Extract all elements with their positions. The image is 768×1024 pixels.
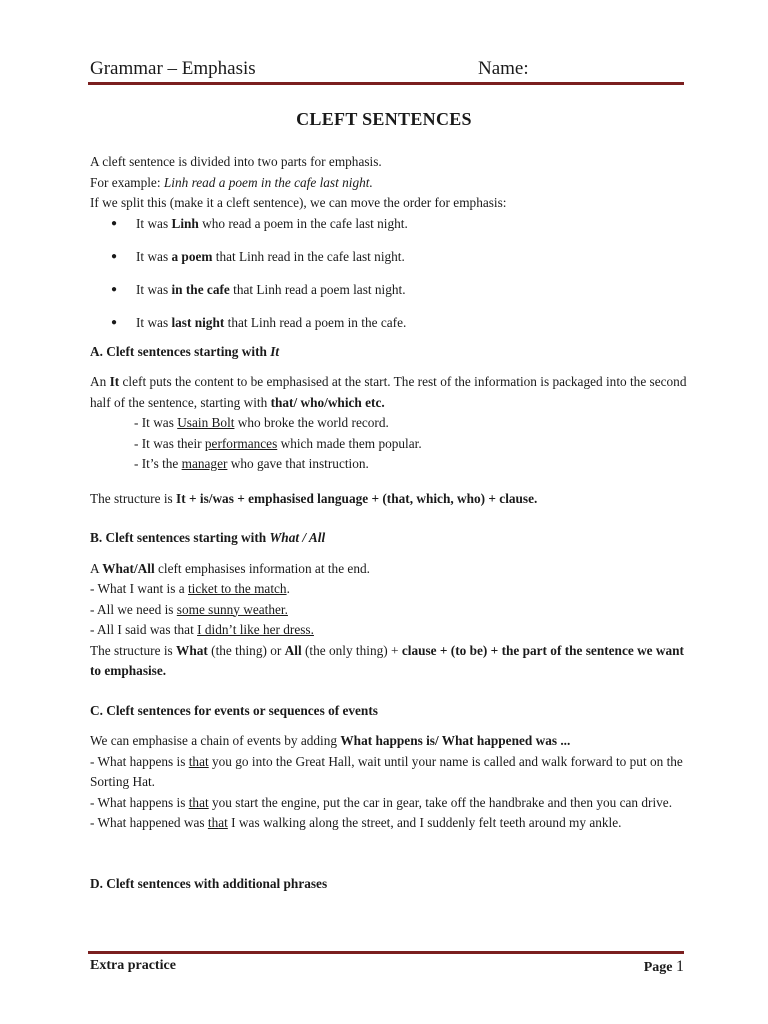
footer-label: Extra practice <box>90 958 176 973</box>
example-line: - All we need is some sunny weather. <box>90 601 288 617</box>
section-d-heading: D. Cleft sentences with additional phrases <box>90 875 328 891</box>
emphasis-bullet-list <box>90 214 690 346</box>
list-item: ● It was last night that Linh read a poem in the cafe. <box>90 313 690 346</box>
example-line: - It was Usain Bolt who broke the world record. <box>134 415 389 430</box>
page-footer <box>90 958 684 978</box>
page-title: CLEFT SENTENCES <box>296 109 472 129</box>
document-body <box>90 152 690 894</box>
header-title: Grammar – Emphasis <box>90 58 256 79</box>
list-item: ● It was a poem that Linh read in the cafe last night. <box>90 247 690 280</box>
footer-divider <box>88 951 684 954</box>
header-divider <box>88 82 684 85</box>
section-c-heading: C. Cleft sentences for events or sequences of events <box>90 702 378 718</box>
page-number: Page 1 <box>643 958 684 975</box>
example-line: - What I want is a ticket to the match. <box>90 581 290 596</box>
example-line: - All I said was that I didn’t like her dress. <box>90 622 314 637</box>
intro-line: If we split this (make it a cleft sentence), we can move the order for emphasis: <box>90 195 507 210</box>
example-line: - What happened was that I was walking along the street, and I suddenly felt teeth around my ankle. <box>90 815 622 830</box>
example-line: - It was their performances which made them popular. <box>134 435 422 451</box>
section-a-heading: A. Cleft sentences starting with It <box>90 343 280 359</box>
structure-line: The structure is It + is/was + emphasised language + (that, which, who) + clause. <box>90 490 538 506</box>
list-item: ● It was in the cafe that Linh read a poem last night. <box>90 280 690 313</box>
section-b-heading: B. Cleft sentences starting with What / All <box>90 530 326 545</box>
example-line: - What happens is that you start the engine, put the car in gear, take off the handbrake and then you can drive. <box>90 794 673 810</box>
page-header <box>90 58 684 82</box>
example-line: - What happens is that you go into the Great Hall, wait until your name is called and walk forward to put on the Sorting Hat. <box>90 753 683 789</box>
section-c-paragraph: We can emphasise a chain of events by adding What happens is/ What happened was ... <box>90 733 571 748</box>
header-name-label: Name: <box>478 58 529 79</box>
example-line: - It’s the manager who gave that instruction. <box>134 456 369 471</box>
section-b-paragraph: A What/All cleft emphasises information at the end. <box>90 560 370 576</box>
intro-example: For example: Linh read a poem in the cafe last night. <box>90 174 373 190</box>
intro-line: A cleft sentence is divided into two parts for emphasis. <box>90 154 382 169</box>
section-a-paragraph: An It cleft puts the content to be emphasised at the start. The rest of the information is packaged into the second half of the sentence, starting with that/ who/which etc. <box>90 374 687 410</box>
structure-line: The structure is What (the thing) or All (the only thing) + clause + (to be) + the part of the sentence we want to emphasise. <box>90 642 684 678</box>
list-item: ● It was Linh who read a poem in the cafe last night. <box>90 214 690 247</box>
